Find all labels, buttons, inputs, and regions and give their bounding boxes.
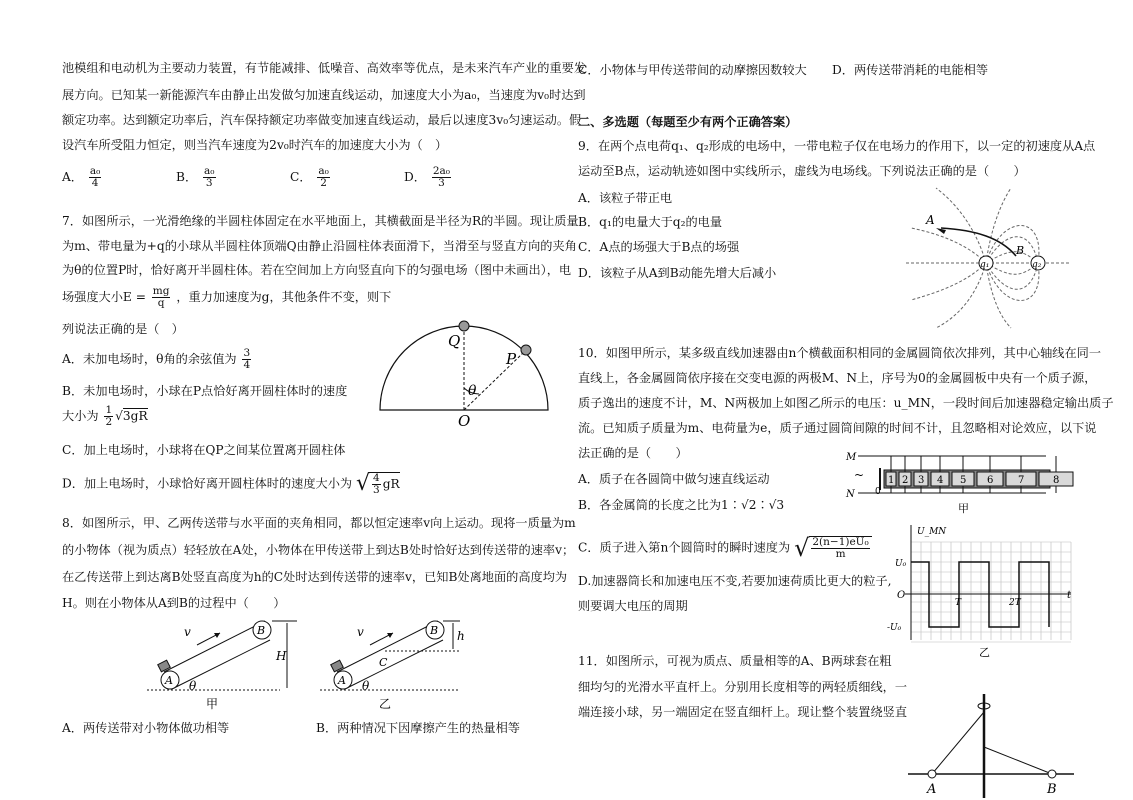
label-zero: 0: [875, 487, 881, 497]
label-v: v: [357, 625, 364, 639]
q6-option-c-label: C．: [290, 170, 312, 184]
q8-option-c[interactable]: C．小物体与甲传送带间的动摩擦因数较大: [578, 63, 807, 77]
q10-line-5: 法正确的是（ ）: [578, 446, 688, 460]
tube-label-5: 5: [960, 475, 967, 486]
belt-top: [164, 621, 265, 672]
q7-option-d-frac: $\frac{4}{3}$: [373, 472, 380, 496]
q6-line-2: 展方向。已知某一新能源汽车由静止出发做匀加速直线运动，加速度大小为a₀，当速度为v₀时达到: [62, 88, 586, 102]
figure-caption-yi: 乙: [379, 697, 392, 711]
q6-option-a-frac: $\frac{\text{a₀}}{4}$: [89, 165, 101, 189]
tube-label-2: 2: [902, 475, 909, 486]
q7-option-a-text: A．未加电场时，θ角的余弦值为: [62, 352, 237, 366]
q7-option-b-radicand: 3gR: [122, 409, 148, 423]
q6-option-a-label: A．: [62, 170, 83, 184]
label-o: O: [897, 590, 906, 601]
label-a: A: [926, 213, 935, 227]
q9-option-a[interactable]: A．该粒子带正电: [578, 191, 673, 205]
q7-option-c[interactable]: C．加上电场时，小球将在QP之间某位置离开圆柱体: [62, 443, 346, 457]
q7-option-b-prefix: 大小为: [62, 409, 99, 423]
label-2T: 2T: [1009, 598, 1021, 608]
q7-line-1: 7．如图所示，一光滑绝缘的半圆柱体固定在水平地面上，其横截面是半径为R的半圆。现让质量: [62, 214, 579, 228]
label-theta: θ: [189, 679, 197, 693]
label-t: t: [1067, 590, 1072, 601]
label-q1: q₁: [980, 260, 990, 270]
q6-options: [62, 160, 542, 190]
tube-label-4: 4: [937, 475, 944, 486]
q10-option-a[interactable]: A．质子在各圆筒中做匀速直线运动: [578, 472, 770, 486]
q7-field-frac: $\frac{mg}{q}$: [152, 285, 170, 309]
q7-semicircle-figure: [378, 320, 548, 430]
label-T: T: [955, 598, 962, 608]
q8-line-2: 的小物体（视为质点）轻轻放在A处，小物体在甲传送带上到达B处时恰好达到传送带的速率v；: [62, 543, 575, 557]
q10-line-1: 10．如图甲所示，某多级直线加速器由n个横截面积相同的金属圆筒依次排列，其中心轴线在同一: [578, 346, 1102, 360]
label-theta: θ: [362, 679, 370, 693]
q7-line-4: [62, 286, 391, 309]
q6-line-4: 设汽车所受阻力恒定，则当汽车速度为2v₀时汽车的加速度大小为（ ）: [62, 138, 448, 152]
q7-option-b-line1[interactable]: B．未加电场时，小球在P点恰好离开圆柱体时的速度: [62, 384, 348, 398]
q10-option-b[interactable]: B．各金属筒的长度之比为1∶√2∶√3: [578, 498, 785, 512]
q8-conveyor-yi-figure: [325, 618, 475, 713]
ball-b-icon: [1048, 770, 1056, 778]
q9-option-c[interactable]: C．A点的场强大于B点的场强: [578, 240, 740, 254]
figure-caption-jia: 甲: [958, 502, 969, 515]
label-a: A: [927, 782, 937, 797]
q10-voltage-figure: [881, 522, 1076, 660]
label-p: P: [506, 350, 517, 368]
label-b: B: [430, 624, 439, 637]
thread-a: [932, 712, 984, 774]
q11-line-2: 细均匀的光滑水平直杆上。分别用长度相等的两轻质细线，一: [578, 680, 908, 694]
section-2-heading: 二、多选题（每题至少有两个正确答案）: [578, 115, 798, 129]
q6-option-b-frac: $\frac{\text{a₀}}{3}$: [204, 165, 215, 189]
ac-source-icon: ~: [854, 468, 865, 482]
q9-line-2: 运动至B点，运动轨迹如图中实线所示，虚线为电场线。下列说法正确的是（ ）: [578, 164, 1026, 178]
q6-option-a[interactable]: [62, 166, 103, 189]
q9-option-d[interactable]: D．该粒子从A到B动能先增大后减小: [578, 266, 777, 280]
q7-option-d-radicand: [370, 472, 400, 496]
figure-caption-jia: 甲: [206, 697, 219, 711]
q9-line-1: 9．在两个点电荷q₁、q₂形成的电场中，一带电粒子仅在电场力的作用下，以一定的初速度从A点: [578, 139, 1096, 153]
label-q2: q₂: [1032, 260, 1042, 270]
q9-field-figure: [906, 188, 1076, 330]
q7-line-2: 为m、带电量为+q的小球从半圆柱体顶端Q由静止沿圆柱体表面滑下，当滑至与竖直方向的夹角: [62, 239, 577, 253]
sqrt-icon: √: [355, 471, 370, 496]
q10-option-d-line1[interactable]: D.加速器筒长和加速电压不变,若要加速荷质比更大的粒子,: [578, 574, 892, 588]
q7-option-b-frac: $\frac{1}{2}$: [105, 404, 113, 428]
q10-option-d-line2: 则要调大电压的周期: [578, 599, 688, 613]
belt-top: [337, 621, 438, 672]
q7-field-suffix: ，重力加速度为g，其他条件不变，则下: [176, 290, 392, 304]
figure-caption-yi: 乙: [979, 646, 990, 659]
q8-line-4: H。则在小物体从A到B的过程中（ ）: [62, 596, 286, 610]
tube-label-1: 1: [888, 475, 895, 486]
right-column: [578, 0, 1114, 800]
sqrt-icon: √: [115, 409, 123, 423]
label-m: M: [846, 452, 857, 463]
q6-line-1: 池模组和电动机为主要动力装置，有节能减排、低噪音、高效率等优点，是未来汽车产业的重要发: [62, 61, 587, 75]
label-b: B: [1047, 782, 1057, 797]
ball-p-icon: [521, 345, 531, 355]
q8-option-b[interactable]: B．两种情况下因摩擦产生的热量相等: [316, 721, 520, 735]
label-b: B: [257, 624, 266, 637]
label-umn: U_MN: [917, 527, 947, 537]
label-a: A: [338, 674, 346, 687]
label-u0: U₀: [895, 559, 907, 569]
q6-option-c[interactable]: [290, 166, 332, 189]
q6-option-d-frac: $\frac{\text{2a₀}}{3}$: [432, 165, 450, 189]
sqrt-icon: √: [794, 534, 810, 562]
q7-option-d-tail: gR: [382, 477, 400, 491]
q9-option-b[interactable]: B．q₁的电量大于q₂的电量: [578, 215, 723, 229]
label-c: C: [379, 656, 388, 669]
label-v: v: [184, 625, 191, 639]
q10-option-c-prefix: C．质子进入第n个圆筒时的瞬时速度为: [578, 540, 791, 555]
ball-q-icon: [459, 321, 469, 331]
tube-label-3: 3: [918, 475, 925, 486]
q7-field-prefix: 场强度大小E =: [62, 290, 146, 304]
q7-option-b-line2: [62, 405, 148, 428]
tube-label-6: 6: [987, 475, 994, 486]
q6-option-d[interactable]: [404, 166, 453, 189]
ball-a-icon: [928, 770, 936, 778]
q6-line-3: 额定功率。达到额定功率后，汽车保持额定功率做变加速直线运动，最后以速度3v₀匀速运动。假: [62, 113, 582, 127]
thread-b: [984, 747, 1052, 774]
label-h: H: [276, 649, 287, 663]
label-h: h: [457, 629, 465, 643]
q8-line-1: 8．如图所示，甲、乙两传送带与水平面的夹角相同，都以恒定速率v向上运动。现将一质量为m: [62, 516, 576, 530]
q6-option-b[interactable]: [176, 166, 218, 189]
q10-line-2: 直线上，各金属圆筒依序接在交变电源的两极M、N上，序号为0的金属圆板中央有一个质子源，: [578, 371, 1097, 385]
label-a: A: [165, 674, 173, 687]
q10-option-c-frac: $\frac{\text{2(n−1)eU₀}}{m}$: [812, 536, 869, 560]
label-b: B: [1016, 244, 1025, 257]
q10-option-c[interactable]: [578, 536, 872, 560]
q11-line-3: 端连接小球，另一端固定在竖直细杆上。现让整个装置绕竖直: [578, 705, 908, 719]
q7-option-a[interactable]: [62, 348, 253, 371]
q6-option-b-label: B．: [176, 170, 198, 184]
label-o: O: [458, 412, 471, 430]
label-neg-u0: -U₀: [887, 623, 902, 633]
tube-label-7: 7: [1018, 475, 1025, 486]
q8-option-d[interactable]: D．两传送带消耗的电能相等: [832, 63, 989, 77]
q10-line-3: 质子逸出的速度不计，M、N两极加上如图乙所示的电压：u_MN，一段时间后加速器稳定输出质子: [578, 396, 1114, 410]
q8-line-3: 在乙传送带上到达离B处竖直高度为h的C处时达到传送带的速率v，已知B处离地面的高度均为: [62, 570, 568, 584]
label-theta: θ: [468, 383, 477, 399]
q11-line-1: 11．如图所示，可视为质点、质量相等的A、B两球套在粗: [578, 654, 892, 668]
q7-line-5: 列说法正确的是（ ）: [62, 322, 184, 336]
tube-label-8: 8: [1053, 475, 1060, 486]
q7-option-d-text: D．加上电场时，小球恰好离开圆柱体时的速度大小为: [62, 476, 353, 491]
q6-option-d-label: D．: [404, 170, 426, 184]
q11-rotating-figure: [906, 692, 1076, 798]
label-q: Q: [448, 332, 461, 350]
q10-line-4: 流。已知质子质量为m、电荷量为e，质子通过圆筒间隙的时间不计，且忽略相对论效应，以下说: [578, 421, 1097, 435]
q6-option-c-frac: $\frac{\text{a₀}}{2}$: [318, 165, 329, 189]
left-column: [62, 0, 587, 800]
q7-option-a-frac: $\frac{3}{4}$: [243, 347, 251, 371]
q7-line-3: 为θ的位置P时，恰好离开半圆柱体。若在空间加上方向竖直向下的匀强电场（图中未画出），电: [62, 263, 572, 277]
q8-option-a[interactable]: A．两传送带对小物体做功相等: [62, 721, 230, 735]
q10-option-c-radicand: [809, 536, 871, 560]
q8-conveyor-jia-figure: [152, 618, 302, 713]
label-n: N: [846, 489, 855, 500]
q7-option-d[interactable]: [62, 472, 400, 496]
q10-accelerator-figure: [846, 448, 1076, 518]
